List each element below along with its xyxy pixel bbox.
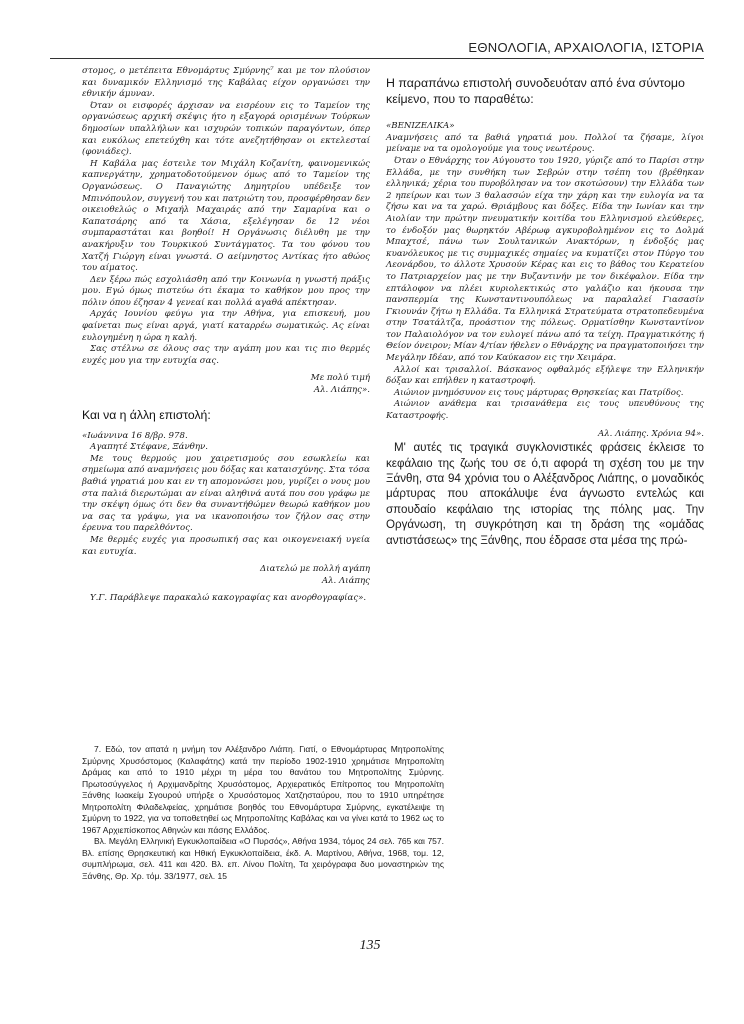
footnote: 7. Εδώ, τον απατά η μνήμη τον Αλέξανδρο Λιάπη. Γιατί, ο Εθνομάρτυρας Μητροπολίτης Σμύρνης Χρυσόστομος (Καλαφάτης) κατά την περίοδο 1902-1910 χρημάτισε Μητροπολίτη Δράμας και από το 1910 μέχρι τη μέρα του θανάτου του Μητροπολίτης Σμύρνης. Πρωτοσύγγελος ή Αρχιμανδρίτης Χρυσόστομος, Αρχιερατικός Επίτροπος του Μητροπολίτη Ξάνθης Ιωακείμ Σγουρού υπήρξε ο Χρυσόστομος Χατζησταύρου, που το 1910 υπηρέτησε Μητροπολίτη Φιλαδελφείας, χρημάτισε βοηθός του Εθνομάρτυρα Σμύρνης, εγκατέλειψε τη Σμύρνη το 1922, για να τοποθετηθεί ως Μητροπολίτης Καβάλας και να γίνει κατά το 1962 ως το 1967 Αρχιεπίσκοπος Αθηνών και πάσης Ελλάδος. [82, 744, 444, 835]
left-paragraph: Με θερμές ευχές για προσωπική σας και οικογενειακή υγεία και ευτυχία. [82, 534, 370, 557]
footnote: Βλ. Μεγάλη Ελληνική Εγκυκλοπαίδεια «Ο Πυρσός», Αθήνα 1934, τόμος 24 σελ. 765 και 757. Βλ. επίσης Θρησκευτική και Ηθική Εγκυκλοπαίδεια, έκδ. Α. Μαρτίνου, Αθήνα, 1968, τομ. 12, συμπλήρωμα, σελ. 411 και 420. Βλ. επ. Λίνου Πολίτη, Τα χειρόγραφα δυο μοναστηριών της Ξάνθης, Θρ. Χρ. τόμ. 33/1977, σελ. 15 [82, 836, 444, 881]
right-paragraph: Όταν ο Εθνάρχης τον Αύγουστο του 1920, γύριζε από το Παρίσι στην Ελλάδα, με την συνθήκη των Σεβρών στην τσέπη του (βρέθηκαν ελληνικά; χέρια του πυροβόλησαν να τον σκοτώσουν) την Ελλάδα των 2 ηπείρων και των 3 θαλασσών είχα την χάρη και την ευλογία να τα ζήσω και να τα χαρώ. Θριάμβους και δόξες. Είδα την Ιωνίαν και την Αιολίαν την πρώτην πνευματικήν κοιτίδα του Ελληνισμού ελεύθερες, το ένδοξόν μας θωρηκτόν Αβέρωφ αγκυροβολημένον εις το Δολμά Μπαχτσέ, πάνω των Σουλτανικών Ανακτόρων, η ένδοξός μας κυανόλευκος με τις συμμαχικές σημαίες να κυματίζει στον Πύργο του Λεονάρδου, το άλλοτε Χρυσούν Κέρας και εις το βάθος του Κερατείου το Πατριαρχείον μας με την Βυζαντινήν με τον δικέφαλον. Είδα την επτάλοφον να πλέει κυριολεκτικώς στο γαλάζιο και ήκουσα την πανσπερμία της Κωνσταντινουπόλεως να παραλαλεί Γιασασίν Γκιουνάν ζήτω η Ελλάδα. Τα Ελληνικά Στρατεύματα στρατοπεδευμένα στην Τσατάλτζα, προάστιον της πόλεως. Ορματίσθην Κωνσταντίνον τον Παλαιολόγον να τον ευλογεί πάνω από τα τείχη. Πραγματικότης ή Θείον όνειρον; Μίαν 4/τίαν ήθελεν ο Εθνάρχης να πραγματοποιήσει την Μεγάλην Ιδέαν, από τον Καύκασον εις την Χειμάρα. [386, 155, 704, 364]
running-header: ΕΘΝΟΛΟΓΙΑ, ΑΡΧΑΙΟΛΟΓΙΑ, ΙΣΤΟΡΙΑ [468, 40, 704, 55]
left-paragraph: Με τους θερμούς μου χαιρετισμούς σου εσωκλείω και σημείωμα από αναμνήσεις μου δόξας και καταισχύνης. Στα τόσα βαθιά γηρατιά μου και εν τη απομονώσει μου, γυρίζει ο νους μου στα παλιά διερωτώμαι αν είναι αληθινά αυτά που σου γράφω με την σκέψη όμως ότι δεν θα συναντήθώμεν θεωρώ καθήκον μου να σας τα γράψω, για να ικανοποιήσω τον ζήλον σας στην έρευνα του παρελθόντος. [82, 453, 370, 534]
footnotes [82, 744, 444, 882]
signature: Αλ. Λιάπης [321, 575, 370, 586]
left-paragraph: στομος, ο μετέπειτα Εθνομάρτυς Σμύρνης⁷ και με τον πλούσιον και δυναμικόν Ελληνισμό της Καβάλας είχον οργανώσει την εθνικήν άμυναν. [82, 66, 370, 100]
left-paragraph: Δεν ξέρω πώς εσχολιάσθη από την Κοινωνία η γνωστή πράξις μου. Εγώ όμως πιστεύω ότι έκαμα το καθήκον μου προς την πόλιν όπου έζησαν 4 γενεαί και πολλά αγαθά απέκτησαν. [82, 274, 370, 308]
closing-line: Διατελώ με πολλή αγάπη [260, 564, 370, 575]
closing-paragraph: Μ' αυτές τις τραγικά συγκλονιστικές φράσεις έκλεισε το κεφάλαιο της ζωής του σε ό,τι αφορά τη σχέση του με την Ξάνθη, στα 94 χρόνια του ο Αλέξανδρος Λιάπης, ο μοναδικός μάρτυρας που αποκάλυψε ένα άγνωστο εντελώς και σπουδαίο κεφάλαιο της ιστορίας της πόλης μας. Την Οργάνωση, τη συγκρότηση και τη δράση της «ομάδας αντιστάσεως» της Ξάνθης, που έδρασε στα μέσα της πρώ- [386, 441, 704, 547]
right-paragraph: Αιώνιον μνημόσυνον εις τους μάρτυρας Θρησκείας και Πατρίδος. [394, 387, 684, 398]
left-paragraph: Αρχάς Ιουνίου φεύγω για την Αθήνα, για επισκευή, μου φαίνεται πως είναι αργά, γιατί καταρρέω σωματικώς. Ας είναι ευλογημένη η ώρα η καλή. [82, 309, 370, 343]
intro-text: Η παραπάνω επιστολή συνοδευόταν από ένα σύντομο κείμενο, που το παραθέτω: [386, 76, 685, 106]
closing-line: Με πολύ τιμή [310, 373, 370, 384]
section-heading: Και να η άλλη επιστολή: [82, 407, 211, 422]
signature: Αλ. Λιάπης. Χρόνια 94». [598, 428, 704, 439]
document-subtitle: «ΒΕΝΙΖΕΛΙΚΑ» [386, 121, 455, 132]
postscript: Υ.Γ. Παράβλεψε παρακαλώ κακογραφίας και ανορθογραφίας». [90, 593, 367, 604]
left-paragraph: Όταν οι εισφορές άρχισαν να εισρέουν εις το Ταμείον της οργανώσεως αρχική σκέψις ήτο η εξαγορά ορισμένων Τούρκων δημοσίων υπαλλήλων και ισχυρών τοπικών παραγόντων, όπερ και ευκόλως επετεύχθη και τότε ανεζητήθησαν οι εκτελεσταί (φονιάδες). [82, 100, 370, 158]
left-column [82, 66, 370, 605]
left-paragraph: Η Καβάλα μας έστειλε τον Μιχάλη Κοζανίτη, φαινομενικώς καπνεργάτην, χρηματοδοτούμενον όμως από το Ταμείον της Οργανώσεως. Ο Παναγιώτης Δημητρίου υπέδειξε τον Μπινόπουλον, συγγενή του και πατριώτη του, προσφέρθησαν δεν οικειοθελώς ο Μιχαήλ Μαχαιράς από την Σαμαρίνα και ο Καπατσάρης από τα Χάσια, εξελέγησαν δε 12 νέοι συμπαραστάται και βοηθοί! Η Οργάνωσις διέλυθη με την ανακήρυξιν του Τουρκικού Συντάγματος. Τα του φόνου του Χατζή Γιώργη είναι γνωστά. Ο αείμνηστος Αντίκας ήτο αθώος του αίματος. [82, 158, 370, 274]
right-paragraph: Αιώνιον ανάθεμα και τρισανάθεμα εις τους υπευθύνους της Καταστροφής. [386, 399, 704, 422]
letter-salutation: Αγαπητέ Στέφανε, Ξάνθην. [90, 442, 208, 453]
right-column [386, 66, 704, 548]
header-rule [50, 58, 704, 59]
page-number: 135 [359, 938, 381, 953]
right-paragraph: Αλλοί και τρισαλλοί. Βάσκανος οφθαλμός εξήλεψε την Ελληνικήν δόξαν και επήλθεν η καταστροφή. [386, 364, 704, 387]
right-paragraph: Αναμνήσεις από τα βαθιά γηρατιά μου. Πολλοί τα ζήσαμε, λίγοι μείναμε να τα ομολογούμε για τους νεωτέρους. [386, 132, 704, 155]
letter-date: «Ιωάννινα 16 8/βρ. 978. [82, 430, 188, 441]
left-paragraph: Σας στέλνω σε όλους σας την αγάπη μου και τις πιο θερμές ευχές μου για την ευτυχία σας. [82, 344, 370, 366]
signature: Αλ. Λιάπης». [313, 385, 370, 396]
